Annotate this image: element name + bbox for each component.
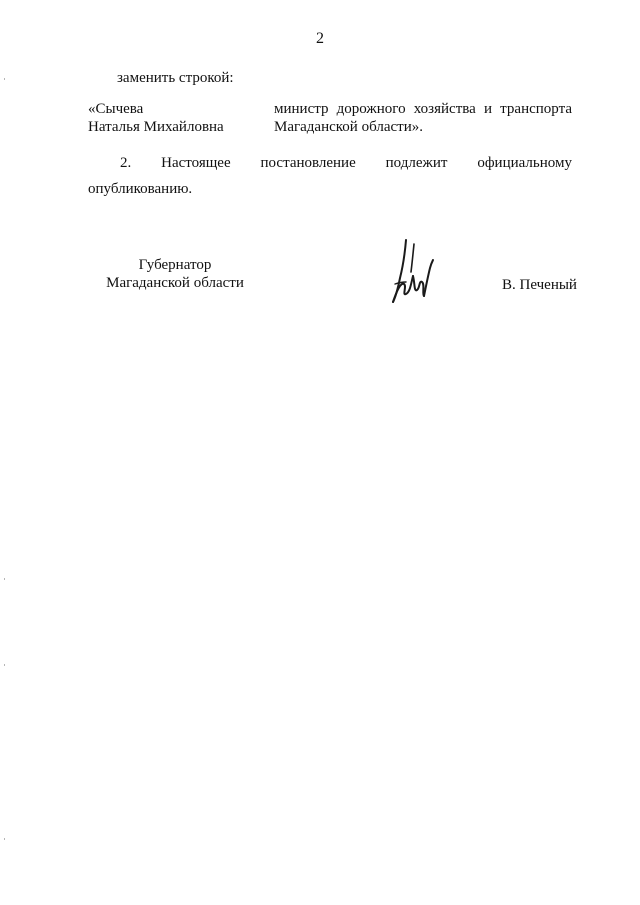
- person-surname: «Сычева: [88, 101, 144, 117]
- paragraph-2-line-2: опубликованию.: [88, 181, 193, 197]
- replacement-person-position: [274, 100, 572, 136]
- signatory-name: В. Печеный: [502, 277, 577, 293]
- scan-margin-mark: [4, 838, 5, 840]
- handwritten-signature: [384, 238, 440, 308]
- signatory-title-line-1: Губернатор: [138, 257, 212, 273]
- page-number: 2: [316, 30, 324, 47]
- signatory-title-line-2: Магаданской области: [106, 275, 244, 291]
- scan-margin-mark: [4, 78, 5, 80]
- position-line-2: Магаданской области».: [274, 119, 423, 135]
- replace-phrase: заменить строкой:: [117, 70, 234, 86]
- person-given-names: Наталья Михайловна: [88, 119, 224, 135]
- replacement-person-name: [88, 100, 224, 136]
- signatory-title: [95, 256, 255, 292]
- scan-margin-mark: [4, 664, 5, 666]
- paragraph-2-line-1: 2. Настоящее постановление подлежит официальному: [120, 155, 572, 171]
- position-line-1: министр дорожного хозяйства и транспорта: [274, 101, 572, 117]
- scan-margin-mark: [4, 578, 5, 580]
